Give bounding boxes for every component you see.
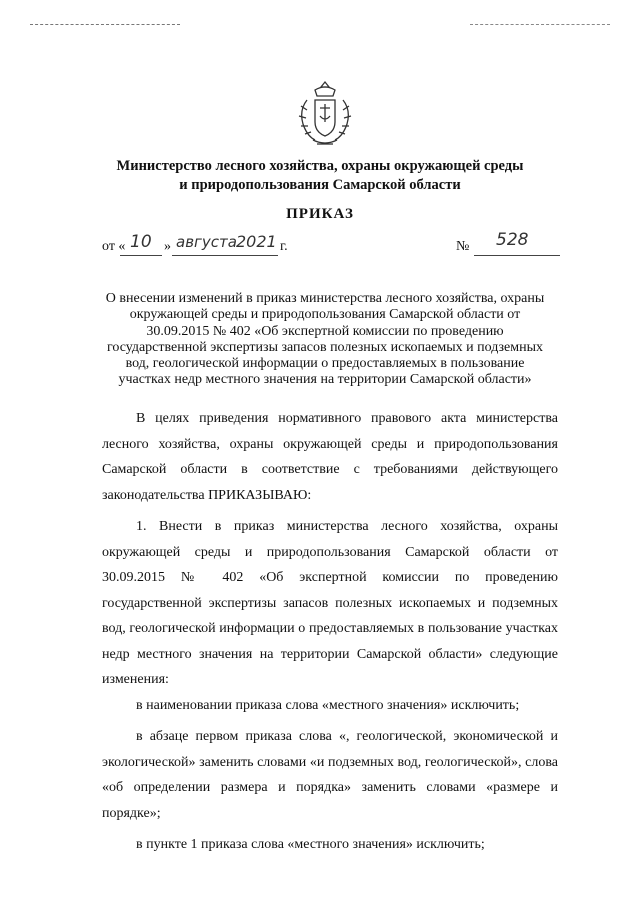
ministry-name-line: и природопользования Самарской области <box>179 177 461 193</box>
body-paragraph: в наименовании приказа слова «местного значения» исключить; <box>136 697 520 713</box>
subject-line: О внесении изменений в приказ министерства лесного хозяйства, охраны <box>105 291 545 306</box>
order-number: 528 <box>496 230 529 250</box>
body-paragraph: в пункте 1 приказа слова «местного значения» исключить; <box>136 837 485 852</box>
subject-line: 30.09.2015 № 402 «Об экспертной комиссии по проведению <box>146 323 504 339</box>
date-number-line <box>102 230 562 259</box>
subject-line: государственной экспертизы запасов полезных ископаемых и подземных <box>106 339 544 355</box>
ministry-name <box>80 157 560 195</box>
subject-line: вод, геологической информации о предоставляемых в пользование <box>125 356 525 372</box>
order-body <box>102 406 558 858</box>
order-subject <box>90 291 560 389</box>
body-paragraph: В целях приведения нормативного правового акта министерства лесного хозяйства, охраны окружающей среды и природопользования Самарской области в соответствие с требованиями действующего законодательства ПРИКАЗЫВАЮ: <box>102 411 558 503</box>
document-type-title: ПРИКАЗ <box>286 206 354 222</box>
scan-artifact-line <box>30 24 180 25</box>
date-day: 10 <box>130 232 152 252</box>
ministry-name-line: Министерство лесного хозяйства, охраны окружающей среды <box>116 158 524 174</box>
body-paragraph: 1. Внести в приказ министерства лесного хозяйства, охраны окружающей среды и природопользования Самарской области от 30.09.2015 № 402 «Об экспертной комиссии по проведению государственной экспертизы запасов полезных ископаемых и подземных вод, геологической информации о предоставляемых в пользование участках недр местного значения на территории Самарской области» следующие изменения: <box>102 519 558 687</box>
subject-line: окружающей среды и природопользования Самарской области от <box>129 307 521 323</box>
day-underline <box>120 255 162 256</box>
coat-of-arms-emblem-icon <box>293 76 357 148</box>
date-day-close: » <box>164 239 171 254</box>
month-year-underline <box>172 255 278 256</box>
date-month: августа <box>176 233 237 251</box>
date-prefix: от « <box>102 239 126 254</box>
scan-artifact-line <box>470 24 610 25</box>
subject-line: участках недр местного значения на территории Самарской области» <box>118 372 532 388</box>
body-paragraph: в абзаце первом приказа слова «, геологической, экономической и экологической» заменить словами «и подземных вод, геологической», слова «об определении размера и порядка» заменить словами «размере и порядке»; <box>102 729 558 821</box>
number-underline <box>474 255 560 256</box>
date-year-suffix: г. <box>280 239 288 254</box>
date-year: 2021 <box>236 232 277 251</box>
number-label: № <box>456 239 470 254</box>
